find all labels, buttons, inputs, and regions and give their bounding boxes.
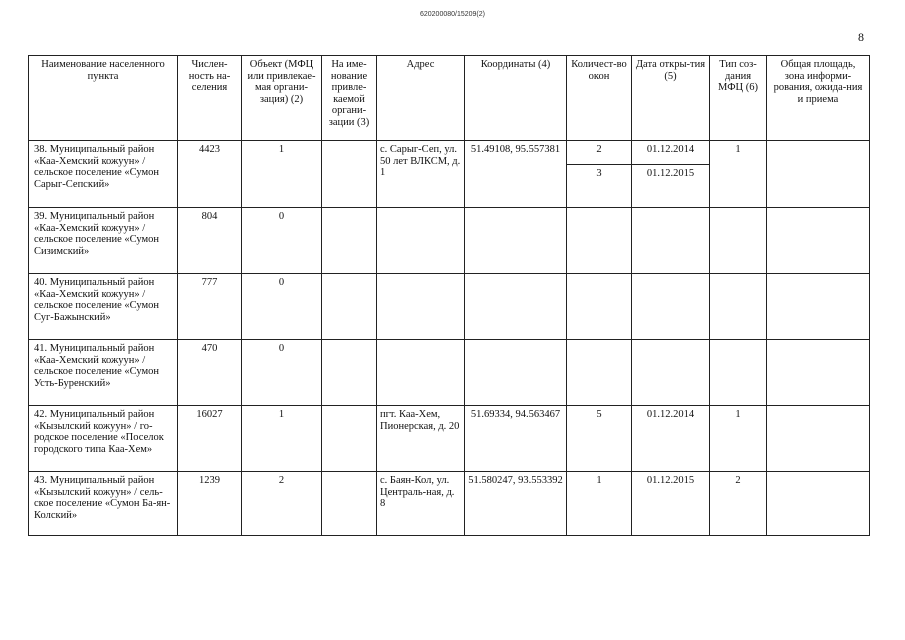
cell-object: 2 (242, 472, 322, 536)
cell-population: 804 (178, 208, 242, 274)
cell-windows (567, 208, 632, 274)
mfc-register-table (28, 55, 870, 536)
cell-windows: 1 (567, 472, 632, 536)
cell-org-name (322, 472, 377, 536)
cell-open-date (632, 208, 710, 274)
table-row (29, 208, 870, 274)
cell-address: с. Баян-Кол, ул. Централь-ная, д. 8 (377, 472, 465, 536)
cell-address (377, 340, 465, 406)
header-address: Адрес (377, 56, 465, 141)
cell-area (767, 406, 870, 472)
cell-address: с. Сарыг-Сеп, ул. 50 лет ВЛКСМ, д. 1 (377, 141, 465, 208)
page-number: 8 (858, 30, 864, 44)
table-row (29, 141, 870, 165)
cell-name: 42. Муниципальный район «Кызылский кожуун» / го-родское поселение «Поселок городского типа Каа-Хем» (29, 406, 178, 472)
cell-coordinates (465, 208, 567, 274)
cell-windows: 3 (567, 165, 632, 208)
table-row (29, 274, 870, 340)
cell-population: 1239 (178, 472, 242, 536)
header-object: Объект (МФЦ или привлекае-мая органи-зация) (2) (242, 56, 322, 141)
header-mfc-type: Тип соз-дания МФЦ (6) (710, 56, 767, 141)
cell-name: 43. Муниципальный район «Кызылский кожуун» / сель-ское поселение «Сумон Ба-ян-Колский» (29, 472, 178, 536)
cell-population: 777 (178, 274, 242, 340)
cell-area (767, 274, 870, 340)
cell-object: 0 (242, 340, 322, 406)
cell-org-name (322, 406, 377, 472)
table-row (29, 406, 870, 472)
cell-area (767, 472, 870, 536)
cell-object: 0 (242, 208, 322, 274)
cell-coordinates: 51.69334, 94.563467 (465, 406, 567, 472)
cell-address: пгт. Каа-Хем, Пионерская, д. 20 (377, 406, 465, 472)
cell-org-name (322, 141, 377, 208)
cell-name: 39. Муниципальный район «Каа-Хемский кожуун» / сельское поселение «Сумон Сизимский» (29, 208, 178, 274)
cell-coordinates (465, 340, 567, 406)
cell-address (377, 208, 465, 274)
cell-coordinates (465, 274, 567, 340)
cell-org-name (322, 274, 377, 340)
cell-area (767, 208, 870, 274)
cell-name: 38. Муниципальный район «Каа-Хемский кожуун» / сельское поселение «Сумон Сарыг-Сепский» (29, 141, 178, 208)
cell-windows (567, 274, 632, 340)
cell-open-date: 01.12.2015 (632, 472, 710, 536)
cell-org-name (322, 340, 377, 406)
cell-area (767, 340, 870, 406)
cell-mfc-type (710, 274, 767, 340)
cell-name: 41. Муниципальный район «Каа-Хемский кожуун» / сельское поселение «Сумон Усть-Буренский» (29, 340, 178, 406)
cell-open-date: 01.12.2014 (632, 406, 710, 472)
cell-mfc-type (710, 208, 767, 274)
header-name: Наименование населенного пункта (29, 56, 178, 141)
cell-address (377, 274, 465, 340)
table-header-row (29, 56, 870, 141)
header-windows: Количест-во окон (567, 56, 632, 141)
cell-org-name (322, 208, 377, 274)
header-coordinates: Координаты (4) (465, 56, 567, 141)
cell-population: 4423 (178, 141, 242, 208)
cell-open-date: 01.12.2015 (632, 165, 710, 208)
cell-object: 0 (242, 274, 322, 340)
cell-mfc-type: 1 (710, 141, 767, 208)
cell-name: 40. Муниципальный район «Каа-Хемский кожуун» / сельское поселение «Сумон Суг-Бажынский» (29, 274, 178, 340)
header-population: Числен-ность на-селения (178, 56, 242, 141)
header-open-date: Дата откры-тия (5) (632, 56, 710, 141)
table-row (29, 340, 870, 406)
cell-open-date (632, 340, 710, 406)
cell-coordinates: 51.49108, 95.557381 (465, 141, 567, 208)
header-org-name: На име-нование привле-каемой органи-зации (3) (322, 56, 377, 141)
cell-open-date (632, 274, 710, 340)
cell-windows: 2 (567, 141, 632, 165)
cell-windows (567, 340, 632, 406)
cell-windows: 5 (567, 406, 632, 472)
cell-object: 1 (242, 141, 322, 208)
cell-mfc-type (710, 340, 767, 406)
document-code: 620200080/15209(2) (419, 11, 485, 18)
table-row (29, 472, 870, 536)
cell-coordinates: 51.580247, 93.553392 (465, 472, 567, 536)
cell-object: 1 (242, 406, 322, 472)
cell-area (767, 141, 870, 208)
cell-population: 470 (178, 340, 242, 406)
header-area: Общая площадь, зона информи-рования, ожида-ния и приема (767, 56, 870, 141)
cell-population: 16027 (178, 406, 242, 472)
cell-mfc-type: 2 (710, 472, 767, 536)
cell-open-date: 01.12.2014 (632, 141, 710, 165)
cell-mfc-type: 1 (710, 406, 767, 472)
